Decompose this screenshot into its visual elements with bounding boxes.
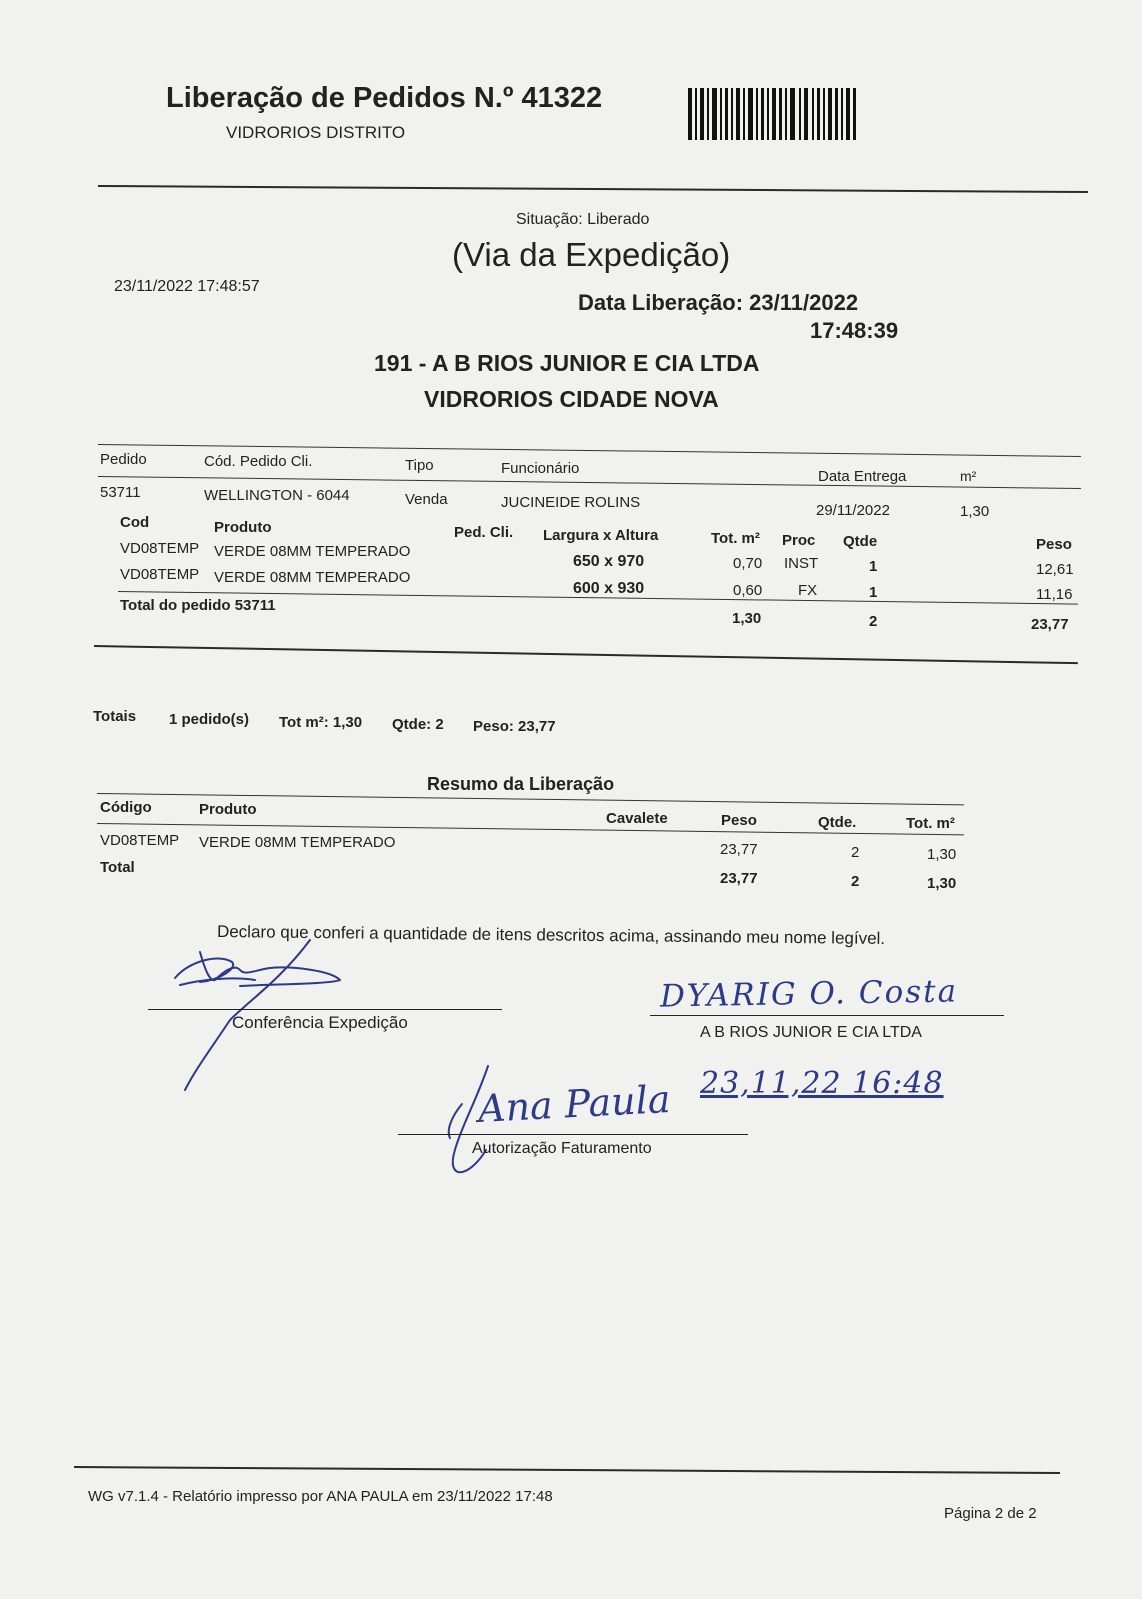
- totals-label: Totais: [93, 708, 137, 725]
- item-cod: VD08TEMP: [120, 540, 200, 557]
- col-qtde: Qtde: [843, 533, 878, 550]
- header-divider: [98, 185, 1088, 193]
- totals-peso: Peso: 23,77: [473, 718, 556, 735]
- resumo-produto: VERDE 08MM TEMPERADO: [199, 834, 396, 851]
- col-proc: Proc: [782, 532, 816, 549]
- resumo-peso: 23,77: [720, 841, 758, 858]
- resumo-qtde: 2: [851, 844, 860, 861]
- item-proc: INST: [784, 555, 819, 572]
- col-cod-pedido-cli: Cód. Pedido Cli.: [204, 453, 313, 470]
- footer-page-number: Página 2 de 2: [944, 1505, 1037, 1522]
- resumo-col-qtde: Qtde.: [818, 814, 857, 831]
- order-tipo: Venda: [405, 491, 448, 508]
- via-label: (Via da Expedição): [452, 236, 731, 273]
- client-store: VIDRORIOS CIDADE NOVA: [424, 386, 719, 412]
- client-signature-line: [650, 1015, 1004, 1016]
- resumo-col-produto: Produto: [199, 801, 257, 818]
- order-data-entrega: 29/11/2022: [816, 502, 890, 519]
- col-funcionario: Funcionário: [501, 460, 580, 477]
- order-m2: 1,30: [960, 503, 990, 520]
- company-name: VIDRORIOS DISTRITO: [226, 123, 406, 142]
- order-cod-pedido-cli: WELLINGTON - 6044: [204, 487, 350, 504]
- totals-qtde: Qtde: 2: [392, 716, 444, 733]
- order-total-tot-m2: 1,30: [732, 610, 762, 627]
- col-tot-m2: Tot. m²: [711, 530, 760, 547]
- totals-pedidos: 1 pedido(s): [169, 711, 250, 728]
- item-tot-m2: 0,60: [733, 582, 763, 599]
- resumo-tot-m2: 1,30: [927, 846, 957, 863]
- item-proc: FX: [798, 582, 818, 599]
- resumo-col-cavalete: Cavalete: [606, 810, 668, 827]
- totals-tot-m2: Tot m²: 1,30: [279, 714, 363, 731]
- resumo-total-qtde: 2: [851, 873, 860, 890]
- resumo-col-codigo: Código: [100, 799, 152, 816]
- footer-printed-by: WG v7.1.4 - Relatório impresso por ANA PAULA em 23/11/2022 17:48: [88, 1488, 553, 1505]
- col-dims: Largura x Altura: [543, 527, 659, 544]
- order-total-peso: 23,77: [1031, 616, 1069, 633]
- item-peso: 12,61: [1036, 561, 1074, 578]
- conferencia-label: Conferência Expedição: [232, 1013, 408, 1032]
- situacao: Situação: Liberado: [516, 211, 650, 228]
- col-peso: Peso: [1036, 536, 1072, 553]
- col-cod: Cod: [120, 514, 150, 531]
- hora-liberacao: 17:48:39: [810, 318, 899, 343]
- document-title: Liberação de Pedidos N.º 41322: [166, 82, 603, 114]
- resumo-total-peso: 23,77: [720, 870, 758, 887]
- item-produto: VERDE 08MM TEMPERADO: [214, 569, 411, 586]
- order-total-qtde: 2: [869, 613, 878, 630]
- item-cod: VD08TEMP: [120, 566, 200, 583]
- client-handwritten-signature: DYARIG O. Costa: [659, 973, 959, 1015]
- col-data-entrega: Data Entrega: [818, 468, 907, 485]
- col-pedido: Pedido: [100, 451, 147, 468]
- order-section-divider: [94, 645, 1078, 664]
- order-pedido: 53711: [100, 484, 141, 501]
- declaration-text: Declaro que conferi a quantidade de itens descritos acima, assinando meu nome legível.: [216, 922, 886, 948]
- resumo-total-label: Total: [100, 859, 135, 876]
- item-dims: 600 x 930: [573, 580, 645, 597]
- autorizacao-label: Autorização Faturamento: [472, 1140, 652, 1157]
- item-tot-m2: 0,70: [733, 555, 763, 572]
- barcode: [688, 88, 862, 142]
- col-m2: m²: [960, 468, 977, 484]
- item-peso: 11,16: [1036, 586, 1073, 603]
- col-ped-cli: Ped. Cli.: [454, 524, 514, 541]
- order-funcionario: JUCINEIDE ROLINS: [501, 494, 641, 511]
- col-produto: Produto: [214, 519, 272, 536]
- order-total-label: Total do pedido 53711: [120, 597, 276, 614]
- client-name: 191 - A B RIOS JUNIOR E CIA LTDA: [374, 350, 760, 376]
- resumo-col-peso: Peso: [721, 812, 757, 829]
- item-qtde: 1: [869, 584, 878, 601]
- item-produto: VERDE 08MM TEMPERADO: [214, 543, 411, 560]
- resumo-total-tot-m2: 1,30: [927, 875, 957, 892]
- item-qtde: 1: [869, 558, 878, 575]
- autorizacao-signature-flourish: [440, 1060, 540, 1180]
- resumo-col-tot-m2: Tot. m²: [906, 815, 955, 832]
- item-dims: 650 x 970: [573, 553, 645, 570]
- client-signature-label: A B RIOS JUNIOR E CIA LTDA: [700, 1024, 922, 1041]
- col-tipo: Tipo: [405, 457, 434, 474]
- autorizacao-line: [398, 1134, 748, 1135]
- autorizacao-handwritten-signature: Ana Paula: [476, 1076, 672, 1132]
- resumo-title: Resumo da Liberação: [427, 774, 615, 794]
- client-handwritten-date: 23,11,22 16:48: [700, 1066, 944, 1101]
- printed-datetime: 23/11/2022 17:48:57: [114, 278, 260, 295]
- footer-divider: [74, 1466, 1060, 1474]
- data-liberacao: Data Liberação: 23/11/2022: [578, 290, 859, 315]
- resumo-codigo: VD08TEMP: [100, 832, 180, 849]
- conferencia-line: [148, 1009, 502, 1010]
